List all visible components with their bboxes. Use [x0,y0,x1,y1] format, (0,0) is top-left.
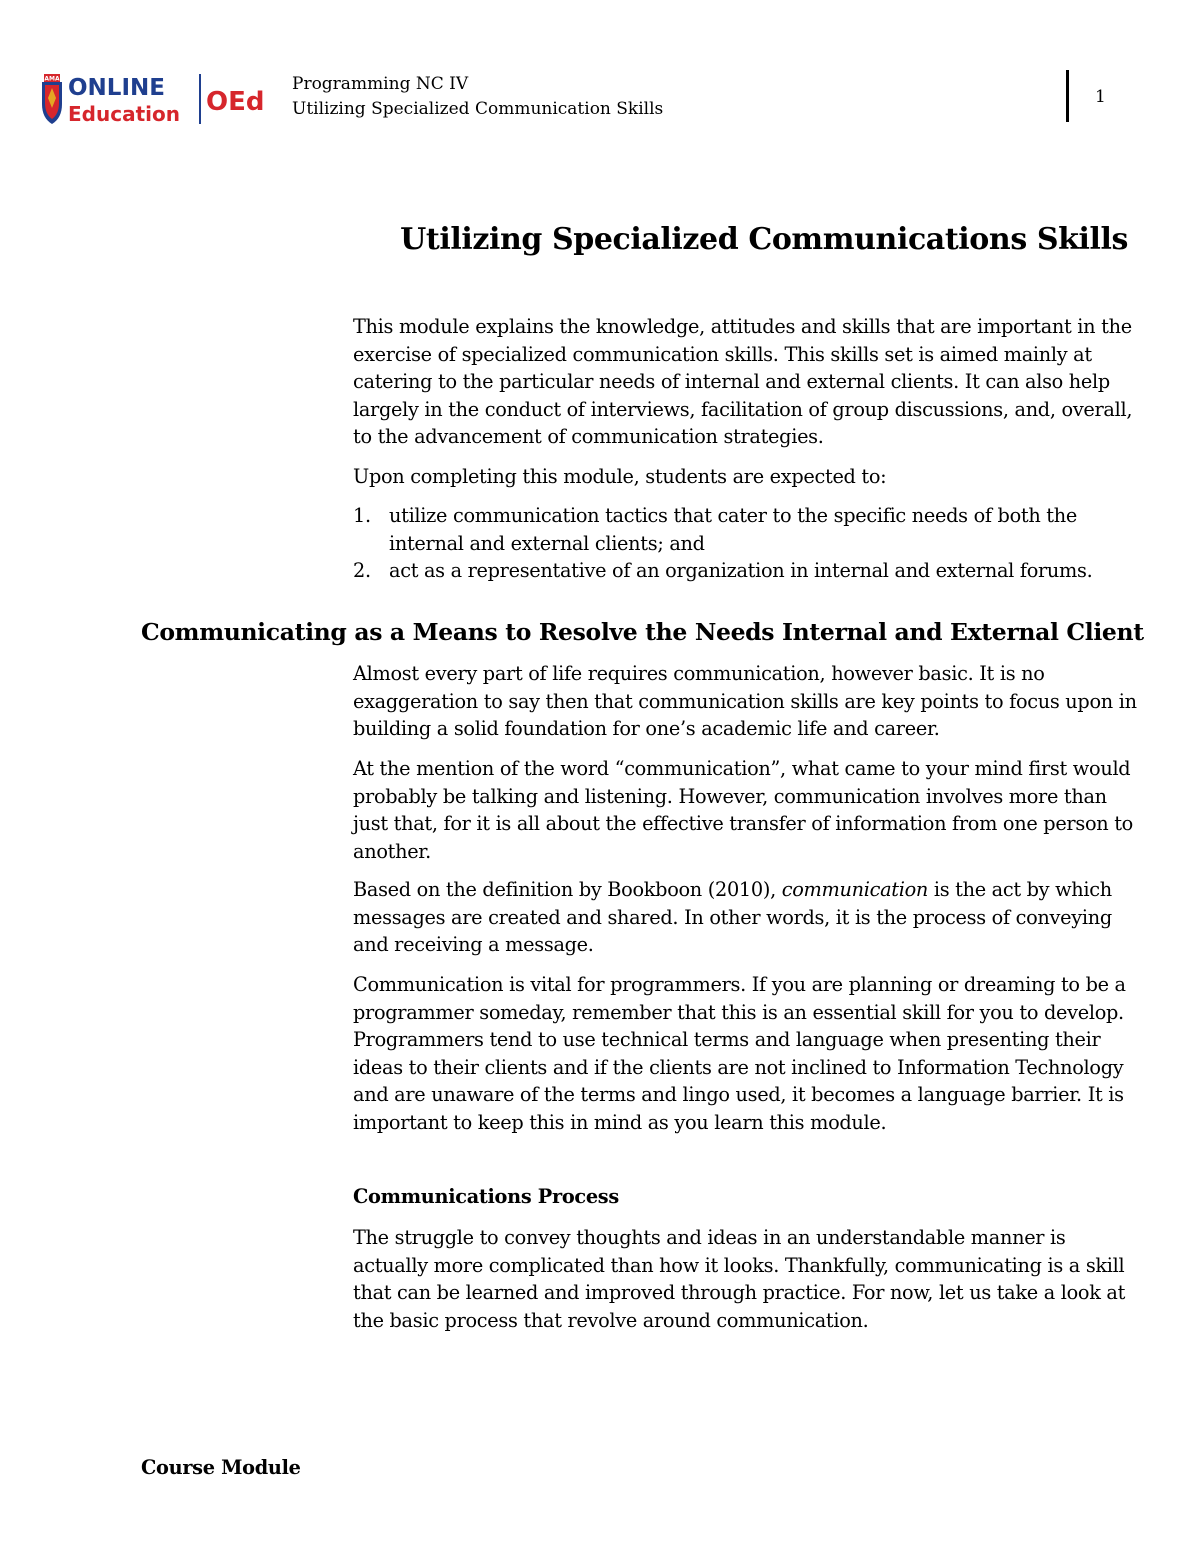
definition-lead: Based on the definition by Bookboon (2010), [353,878,782,901]
section-heading: Communicating as a Means to Resolve the Needs Internal and External Client [141,618,1144,646]
paragraph [353,755,1143,865]
course-name: Programming NC IV [292,74,469,94]
brand-oed-text: OEd [206,87,265,117]
brand-online-text: ONLINE [68,75,165,101]
module-name: Utilizing Specialized Communication Skills [292,99,664,119]
intro-paragraph [353,313,1143,451]
shield-crest-icon [42,74,62,124]
paragraph-text: At the mention of the word “communication”, what came to your mind first would probably be talking and listening. However, communication involves more than just that, for it is all about the effective transfer of information from one person to another. [353,757,1133,863]
list-number: 2. [353,559,371,583]
paragraph [353,660,1143,743]
header-divider [1066,70,1069,122]
list-item [353,502,1143,557]
page-title: Utilizing Specialized Communications Skills [400,222,1128,257]
definition-rest: is the act by which messages are created and shared. In other words, it is the process of conveying and receiving a message. [353,878,1112,957]
brand-education-text: Education [68,102,180,126]
logo-divider [199,74,201,124]
paragraph-text: Almost every part of life requires communication, however basic. It is no exaggeration to say then that communication skills are key points to focus upon in building a solid foundation for one’s academic life and career. [353,662,1137,741]
running-header [292,72,663,122]
paragraph-text: Communication is vital for programmers. If you are planning or dreaming to be a programmer someday, remember that this is an essential skill for you to develop. Programmers tend to use technical terms and language when presenting their ideas to their clients and if the clients are not inclined to Information Technology and are unaware of the terms and lingo used, it becomes a language barrier. It is important to keep this in mind as you learn this module. [353,973,1126,1134]
footer-label: Course Module [141,1456,301,1479]
objectives-lead-text: Upon completing this module, students are expected to: [353,465,887,488]
page-number: 1 [1095,87,1106,107]
list-item [353,557,1143,585]
definition-paragraph [353,876,1143,959]
definition-term: communication [781,878,929,901]
paragraph [353,876,1143,959]
list-number: 1. [353,504,371,527]
objectives-list [353,502,1143,585]
ama-badge-text: AMA [44,75,60,83]
list-item-text: utilize communication tactics that cater to the specific needs of both the internal and external clients; and [389,504,1077,555]
objectives-lead [353,463,1143,491]
paragraph-text: The struggle to convey thoughts and ideas in an understandable manner is actually more complicated than how it looks. Thankfully, communicating is a skill that can be learned and improved through practice. For now, let us take a look at the basic process that revolve around communication. [353,1226,1126,1332]
subsection-heading: Communications Process [353,1185,619,1208]
paragraph [353,1224,1143,1334]
intro-text: This module explains the knowledge, attitudes and skills that are important in the exercise of specialized communication skills. This skills set is aimed mainly at catering to the particular needs of internal and external clients. It can also help largely in the conduct of interviews, facilitation of group discussions, and, overall, to the advancement of communication strategies. [353,315,1133,449]
paragraph [353,971,1143,1137]
list-item-text: act as a representative of an organization in internal and external forums. [389,559,1093,583]
logo-graphic [36,68,272,128]
online-education-logo [36,68,272,128]
